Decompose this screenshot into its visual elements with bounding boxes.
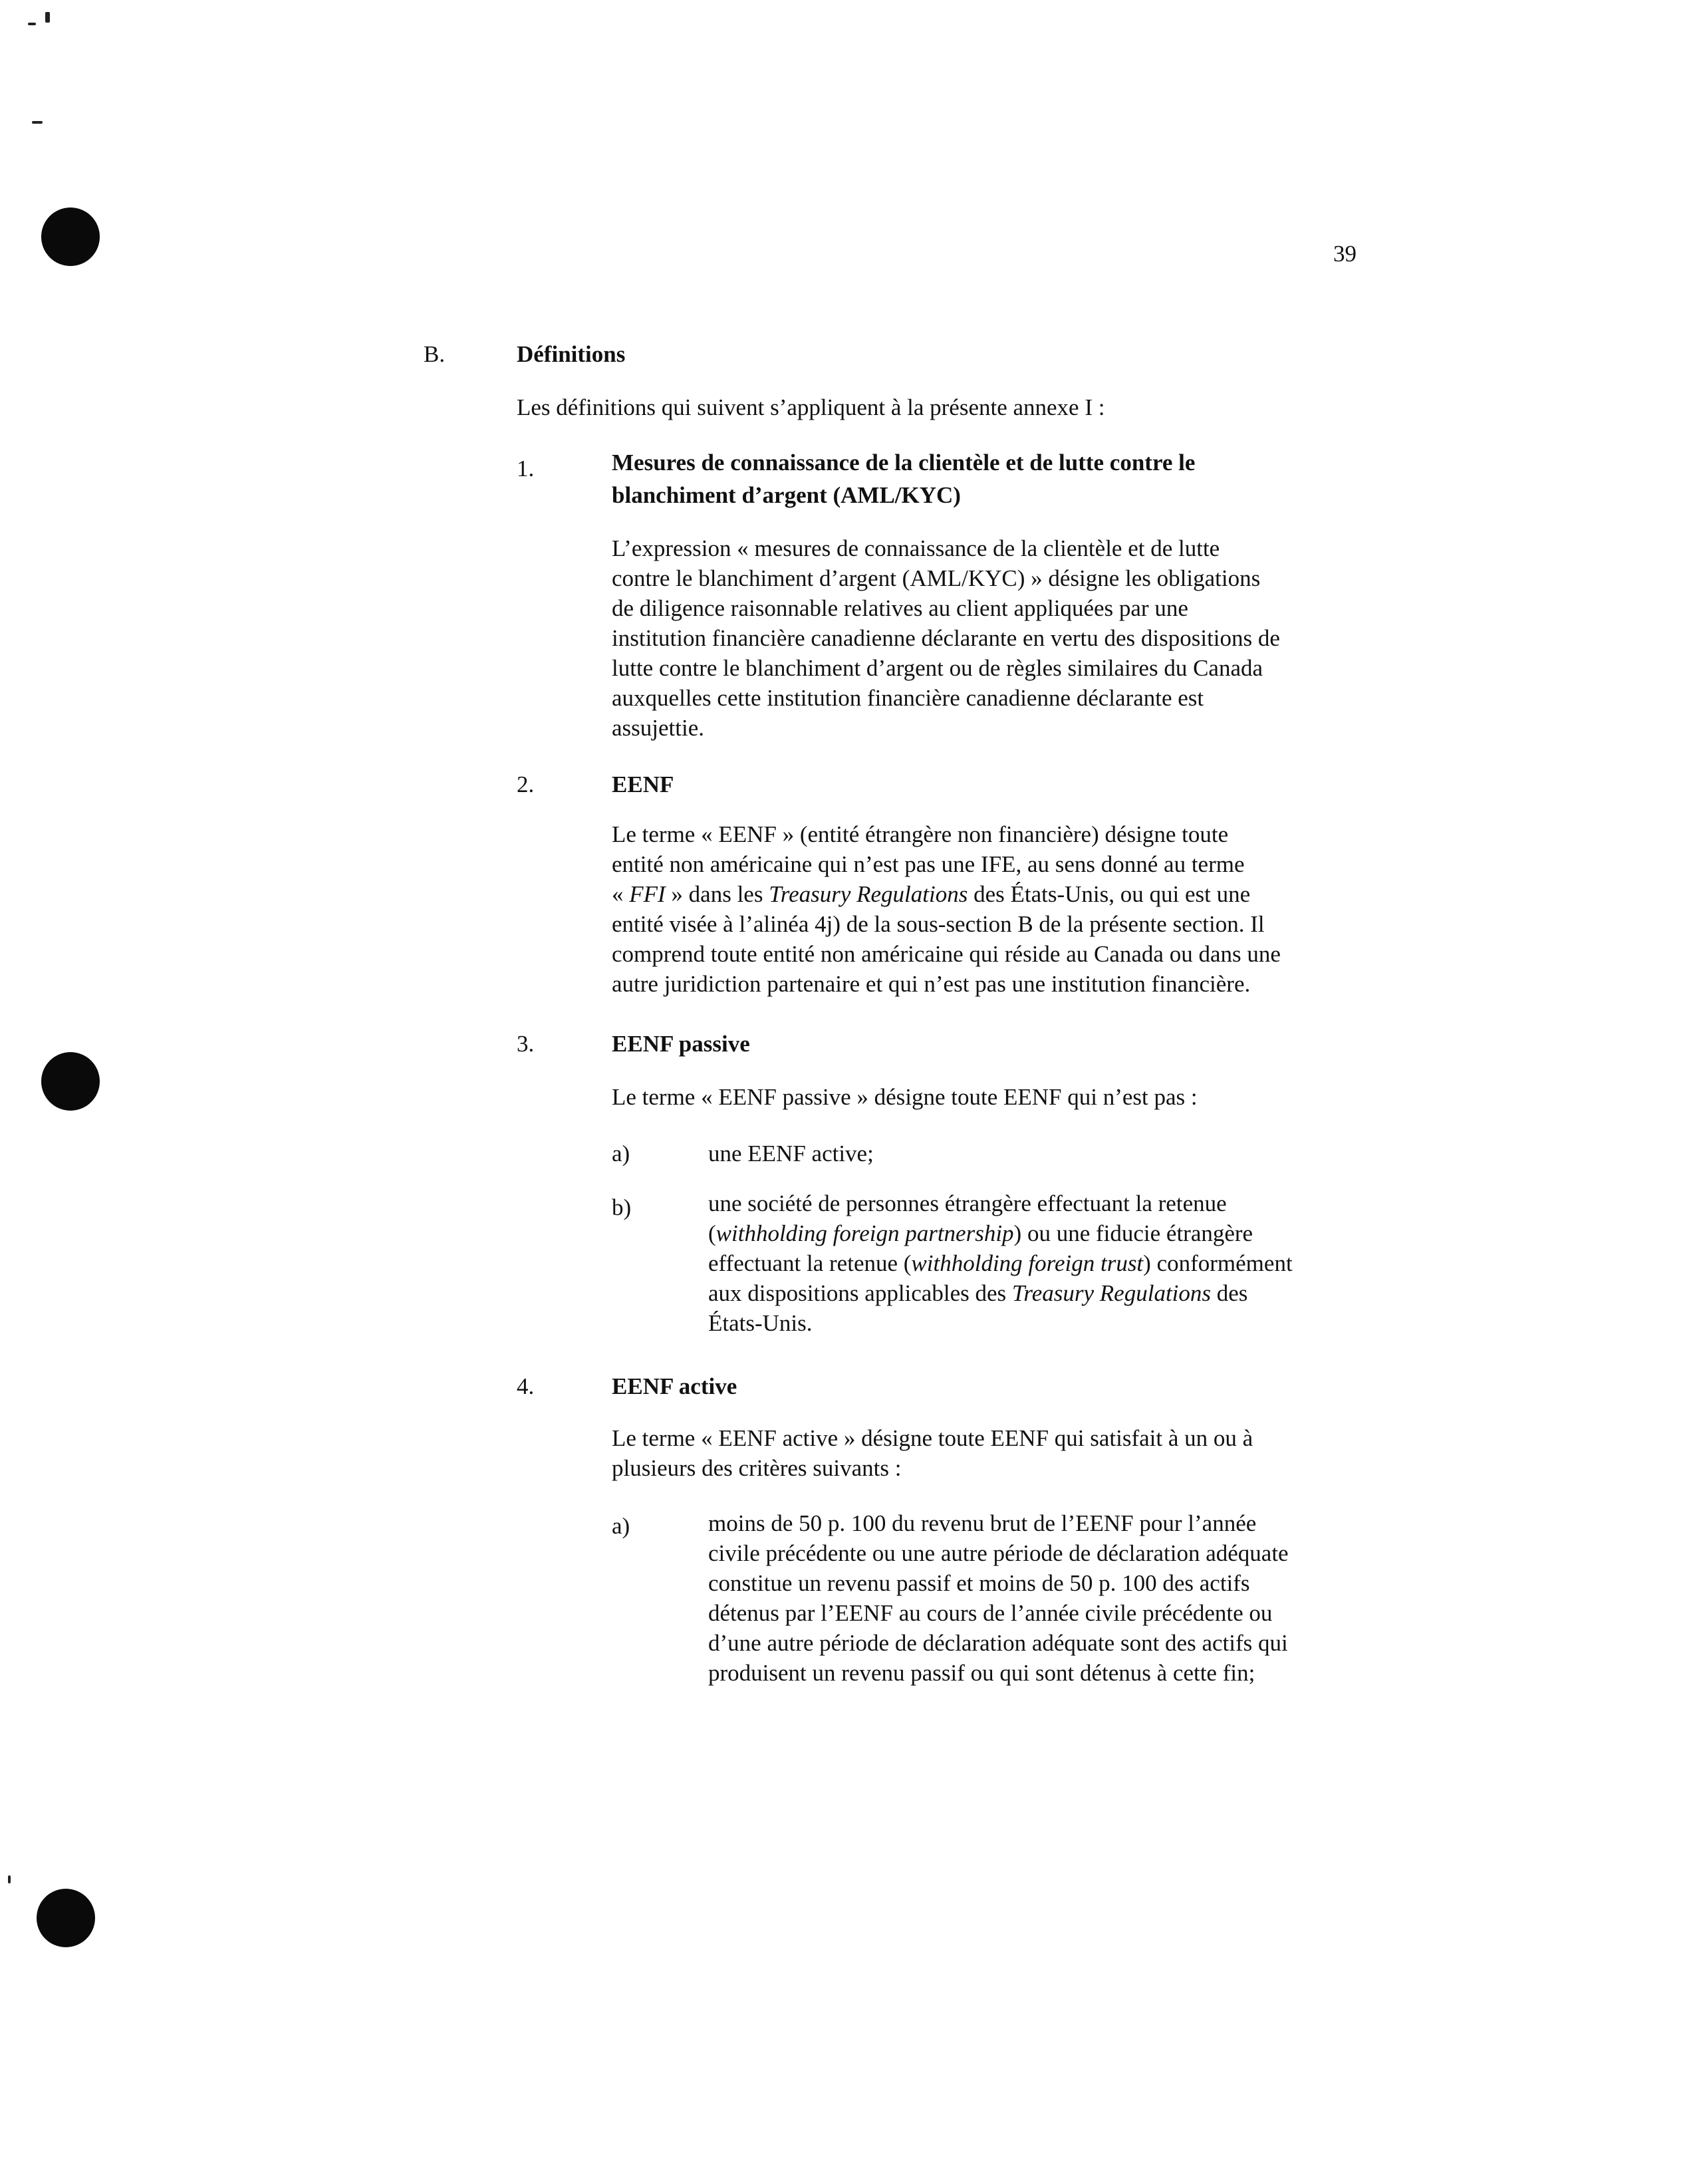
scan-speck — [28, 23, 36, 25]
definition-number: 2. — [517, 771, 535, 797]
punch-hole-middle — [41, 1052, 100, 1111]
item-line: (withholding foreign partnership) ou une fiducie étrangère — [708, 1220, 1253, 1246]
scan-speck — [32, 121, 43, 124]
item-line: civile précédente ou une autre période de déclaration adéquate — [708, 1540, 1289, 1566]
body-line: auxquelles cette institution financière canadienne déclarante est — [612, 685, 1204, 711]
body-line: de diligence raisonnable relatives au client appliquées par une — [612, 595, 1188, 621]
body-line: contre le blanchiment d’argent (AML/KYC) » désigne les obligations — [612, 565, 1261, 591]
item-label: a) — [612, 1141, 630, 1166]
definition-body — [612, 819, 1281, 999]
body-line: Le terme « EENF » (entité étrangère non financière) désigne toute — [612, 821, 1229, 847]
section-letter: B. — [424, 341, 446, 367]
body-line: institution financière canadienne déclarante en vertu des dispositions de — [612, 625, 1280, 651]
definition-number: 4. — [517, 1373, 535, 1399]
item-line: effectuant la retenue (withholding foreign trust) conformément — [708, 1250, 1293, 1276]
section-title: Définitions — [517, 341, 626, 367]
item-line: aux dispositions applicables des Treasury Regulations des — [708, 1280, 1248, 1306]
item-text: une EENF active; — [708, 1141, 874, 1166]
item-text — [708, 1188, 1293, 1338]
body-line: entité visée à l’alinéa 4j) de la sous-section B de la présente section. Il — [612, 911, 1265, 937]
body-line: entité non américaine qui n’est pas une IFE, au sens donné au terme — [612, 851, 1245, 877]
body-line: « FFI » dans les Treasury Regulations des États-Unis, ou qui est une — [612, 881, 1251, 907]
definition-number: 3. — [517, 1031, 535, 1057]
item-line: une société de personnes étrangère effectuant la retenue — [708, 1190, 1227, 1216]
item-line: produisent un revenu passif ou qui sont détenus à cette fin; — [708, 1660, 1255, 1686]
item-line: détenus par l’EENF au cours de l’année civile précédente ou — [708, 1600, 1273, 1626]
item-label: b) — [612, 1194, 632, 1220]
scan-speck — [45, 12, 50, 23]
body-line: lutte contre le blanchiment d’argent ou de règles similaires du Canada — [612, 655, 1263, 681]
item-line: moins de 50 p. 100 du revenu brut de l’EENF pour l’année — [708, 1510, 1257, 1536]
body-line: L’expression « mesures de connaissance de la clientèle et de lutte — [612, 535, 1220, 561]
item-label: a) — [612, 1513, 630, 1539]
body-line: autre juridiction partenaire et qui n’est pas une institution financière. — [612, 971, 1251, 997]
definition-number: 1. — [517, 456, 535, 481]
definition-title: EENF active — [612, 1373, 737, 1399]
definition-intro — [612, 1423, 1253, 1483]
scan-speck — [8, 1875, 11, 1883]
item-text — [708, 1508, 1289, 1688]
body-line: assujettie. — [612, 715, 704, 741]
definition-title: EENF — [612, 771, 674, 797]
intro-line: plusieurs des critères suivants : — [612, 1455, 902, 1481]
item-line: États-Unis. — [708, 1310, 813, 1336]
page-number: 39 — [1333, 241, 1357, 267]
section-intro: Les définitions qui suivent s’appliquent à la présente annexe I : — [517, 394, 1105, 420]
definition-title: EENF passive — [612, 1031, 750, 1057]
definition-title-line: Mesures de connaissance de la clientèle et de lutte contre le — [612, 450, 1196, 476]
punch-hole-top — [41, 207, 100, 266]
body-line: comprend toute entité non américaine qui réside au Canada ou dans une — [612, 941, 1281, 967]
definition-title-line: blanchiment d’argent (AML/KYC) — [612, 482, 961, 508]
punch-hole-bottom — [37, 1889, 95, 1947]
definition-body — [612, 533, 1280, 743]
item-line: constitue un revenu passif et moins de 50 p. 100 des actifs — [708, 1570, 1250, 1596]
definition-intro: Le terme « EENF passive » désigne toute EENF qui n’est pas : — [612, 1084, 1198, 1110]
item-line: d’une autre période de déclaration adéquate sont des actifs qui — [708, 1630, 1288, 1656]
intro-line: Le terme « EENF active » désigne toute EENF qui satisfait à un ou à — [612, 1425, 1253, 1451]
